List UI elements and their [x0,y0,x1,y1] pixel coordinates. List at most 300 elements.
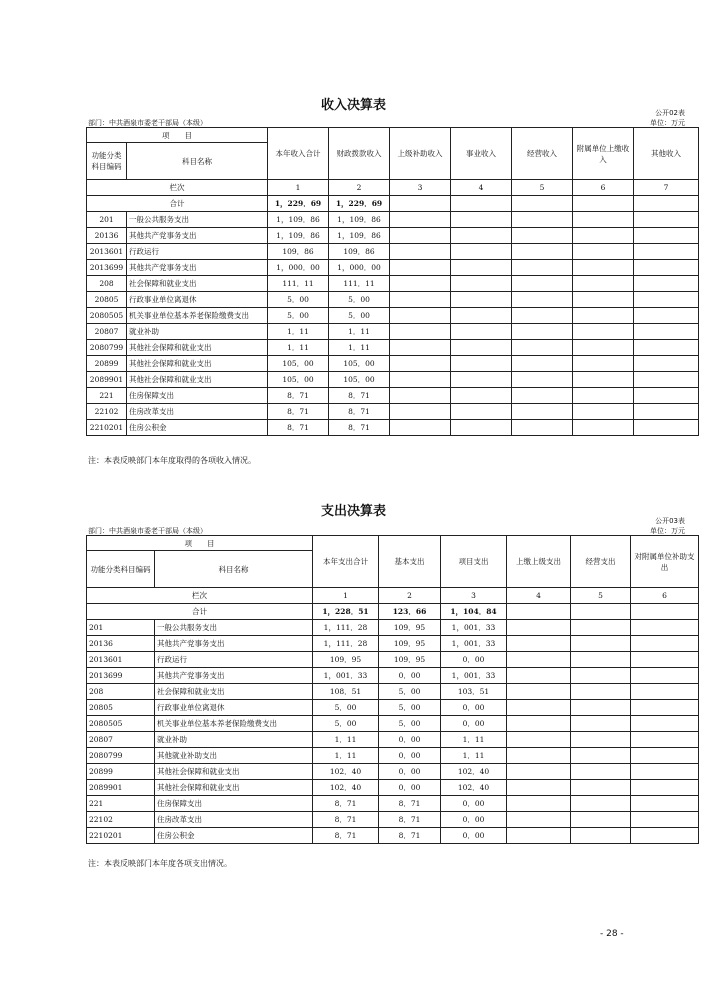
row-code: 2080505 [87,308,127,324]
row-empty [631,668,699,684]
row-total: 8．71 [313,828,379,844]
row-empty [631,796,699,812]
row-basic: 109．95 [379,652,441,668]
row-empty [507,796,571,812]
income-col-1: 本年收入合计 [268,128,329,180]
row-name: 其他社会保障和就业支出 [127,356,268,372]
income-total-label: 合计 [87,196,268,212]
income-table-code: 公开02表 [655,109,685,117]
income-total-2: 1，229．69 [329,196,390,212]
expense-col-2: 基本支出 [379,536,441,588]
expense-col-3: 项目支出 [441,536,507,588]
row-empty [512,356,573,372]
expense-dept: 部门：中共酒泉市委老干部局（本级） [88,527,207,535]
row-total: 108．51 [313,684,379,700]
row-empty [573,340,634,356]
row-name: 其他共产党事务支出 [155,636,313,652]
row-code: 201 [87,212,127,228]
expense-lanci-6: 6 [631,588,699,604]
row-empty [507,620,571,636]
expense-table [86,535,699,844]
row-project: 0．00 [441,716,507,732]
row-name: 住房改革支出 [155,812,313,828]
table-row [87,420,699,436]
row-empty [573,276,634,292]
expense-col-5: 经营支出 [571,536,631,588]
row-empty [512,308,573,324]
row-name: 住房公积金 [155,828,313,844]
row-empty [507,812,571,828]
row-empty [573,228,634,244]
row-basic: 0．00 [379,780,441,796]
row-empty [451,324,512,340]
income-col-6: 附属单位上缴收入 [573,128,634,180]
expense-lanci-5: 5 [571,588,631,604]
row-basic: 109．95 [379,620,441,636]
row-basic: 8．71 [379,796,441,812]
row-code: 2013601 [87,652,155,668]
row-total: 1．11 [268,340,329,356]
row-empty [573,404,634,420]
row-project: 1．11 [441,748,507,764]
row-code: 2089901 [87,780,155,796]
row-empty [451,244,512,260]
row-empty [573,372,634,388]
row-empty [390,260,451,276]
row-empty [573,324,634,340]
table-row [87,780,699,796]
row-name: 其他社会保障和就业支出 [127,372,268,388]
row-total: 5．00 [313,700,379,716]
row-empty [507,828,571,844]
row-empty [634,324,699,340]
table-row [87,796,699,812]
row-code: 22102 [87,404,127,420]
row-total: 109．86 [268,244,329,260]
row-code: 201 [87,620,155,636]
table-row [87,620,699,636]
expense-total-5 [571,604,631,620]
expense-total-label: 合计 [87,604,313,620]
row-total: 5．00 [313,716,379,732]
row-project: 0．00 [441,652,507,668]
row-code: 20807 [87,732,155,748]
row-empty [571,668,631,684]
row-empty [507,780,571,796]
expense-total-3: 1，104．84 [441,604,507,620]
table-row [87,636,699,652]
row-code: 20805 [87,700,155,716]
row-name: 其他共产党事务支出 [127,260,268,276]
row-empty [390,276,451,292]
row-empty [451,276,512,292]
table-row [87,684,699,700]
row-fiscal: 1．11 [329,324,390,340]
row-empty [512,244,573,260]
row-empty [451,308,512,324]
expense-table-code: 公开03表 [655,517,685,525]
row-empty [631,828,699,844]
row-fiscal: 5．00 [329,292,390,308]
row-total: 5．00 [268,292,329,308]
row-name: 行政事业单位离退休 [155,700,313,716]
table-row [87,764,699,780]
row-empty [573,420,634,436]
row-empty [390,388,451,404]
row-total: 1．11 [313,748,379,764]
row-empty [451,340,512,356]
row-empty [507,636,571,652]
row-name: 住房保障支出 [155,796,313,812]
row-empty [507,732,571,748]
row-empty [573,356,634,372]
row-project: 102．40 [441,764,507,780]
row-code: 22102 [87,812,155,828]
table-row [87,404,699,420]
row-code: 2080799 [87,748,155,764]
row-empty [390,420,451,436]
row-empty [390,324,451,340]
row-total: 8．71 [268,388,329,404]
income-total-4 [451,196,512,212]
row-total: 111．11 [268,276,329,292]
expense-lanci-4: 4 [507,588,571,604]
row-total: 8．71 [313,812,379,828]
row-fiscal: 1，109．86 [329,228,390,244]
row-empty [512,404,573,420]
row-fiscal: 1，109．86 [329,212,390,228]
row-fiscal: 5．00 [329,308,390,324]
row-empty [451,388,512,404]
row-code: 20807 [87,324,127,340]
expense-col-6: 对附属单位补助支出 [631,536,699,588]
row-empty [571,620,631,636]
row-code: 2210201 [87,828,155,844]
row-code: 221 [87,388,127,404]
row-total: 1，001．33 [313,668,379,684]
row-total: 102．40 [313,780,379,796]
row-basic: 5．00 [379,684,441,700]
row-project: 1，001．33 [441,620,507,636]
row-empty [390,228,451,244]
table-row [87,260,699,276]
row-code: 2013699 [87,668,155,684]
income-lanci-label: 栏次 [87,180,268,196]
expense-lanci-2: 2 [379,588,441,604]
row-total: 105．00 [268,356,329,372]
row-empty [512,292,573,308]
income-total-1: 1，229．69 [268,196,329,212]
page-number: - 28 - [600,929,624,939]
row-empty [512,324,573,340]
row-project: 1，001．33 [441,636,507,652]
row-code: 20805 [87,292,127,308]
row-name: 其他共产党事务支出 [155,668,313,684]
expense-col-4: 上缴上级支出 [507,536,571,588]
row-empty [507,748,571,764]
row-name: 就业补助 [155,732,313,748]
row-empty [390,340,451,356]
expense-lanci-label: 栏次 [87,588,313,604]
row-empty [634,308,699,324]
row-name: 住房保障支出 [127,388,268,404]
row-empty [451,420,512,436]
row-project: 103．51 [441,684,507,700]
row-fiscal: 8．71 [329,420,390,436]
row-empty [390,292,451,308]
row-empty [390,212,451,228]
table-row [87,308,699,324]
row-empty [451,404,512,420]
row-name: 一般公共服务支出 [155,620,313,636]
table-row [87,748,699,764]
row-code: 208 [87,276,127,292]
row-name: 就业补助 [127,324,268,340]
row-total: 1，109．86 [268,212,329,228]
table-row [87,716,699,732]
row-empty [634,372,699,388]
row-empty [573,212,634,228]
row-empty [512,420,573,436]
row-basic: 0．00 [379,764,441,780]
row-code: 2089901 [87,372,127,388]
row-code: 20136 [87,228,127,244]
income-col-4: 事业收入 [451,128,512,180]
row-empty [507,684,571,700]
income-lanci-3: 3 [390,180,451,196]
row-name: 行政运行 [155,652,313,668]
row-empty [451,356,512,372]
table-row [87,812,699,828]
row-empty [631,812,699,828]
row-fiscal: 111．11 [329,276,390,292]
row-name: 住房公积金 [127,420,268,436]
table-row [87,732,699,748]
row-empty [571,732,631,748]
income-col-2: 财政拨款收入 [329,128,390,180]
row-total: 5．00 [268,308,329,324]
row-total: 1，111．28 [313,636,379,652]
row-empty [631,716,699,732]
row-empty [631,748,699,764]
row-name: 一般公共服务支出 [127,212,268,228]
row-empty [507,652,571,668]
row-empty [631,732,699,748]
row-empty [390,372,451,388]
expense-total-2: 123．66 [379,604,441,620]
row-empty [512,340,573,356]
table-row [87,228,699,244]
row-total: 1．11 [313,732,379,748]
row-code: 2013601 [87,244,127,260]
row-empty [451,228,512,244]
income-title: 收入决算表 [320,98,386,113]
row-empty [451,292,512,308]
row-name: 其他社会保障和就业支出 [127,340,268,356]
row-empty [390,356,451,372]
row-empty [631,636,699,652]
row-empty [512,388,573,404]
expense-lanci-3: 3 [441,588,507,604]
expense-header-item: 项 目 [87,536,313,551]
row-code: 208 [87,684,155,700]
expense-total-4 [507,604,571,620]
expense-note: 注：本表反映部门本年度各项支出情况。 [88,859,232,868]
row-empty [512,228,573,244]
income-header-code: 功能分类科目编码 [87,143,127,180]
row-empty [571,684,631,700]
expense-total-1: 1，228．51 [313,604,379,620]
row-empty [573,388,634,404]
row-total: 8．71 [268,420,329,436]
row-project: 0．00 [441,828,507,844]
row-empty [451,212,512,228]
row-total: 105．00 [268,372,329,388]
row-name: 其他社会保障和就业支出 [155,780,313,796]
income-col-5: 经营收入 [512,128,573,180]
income-total-7 [634,196,699,212]
income-header-item: 项 目 [87,128,268,143]
row-code: 2080799 [87,340,127,356]
expense-header-code: 功能分类科目编码 [87,551,155,588]
row-basic: 0．00 [379,748,441,764]
table-row [87,652,699,668]
row-empty [512,276,573,292]
row-project: 1．11 [441,732,507,748]
expense-lanci-1: 1 [313,588,379,604]
row-empty [573,244,634,260]
income-note: 注：本表反映部门本年度取得的各项收入情况。 [88,456,256,465]
table-row [87,340,699,356]
row-empty [571,748,631,764]
row-project: 0．00 [441,796,507,812]
row-empty [634,420,699,436]
row-empty [573,260,634,276]
row-empty [634,292,699,308]
row-basic: 5．00 [379,700,441,716]
income-header-name: 科目名称 [127,143,268,180]
row-code: 2013699 [87,260,127,276]
row-name: 行政运行 [127,244,268,260]
row-name: 其他共产党事务支出 [127,228,268,244]
row-empty [634,276,699,292]
income-table [86,127,699,436]
income-col-3: 上级补助收入 [390,128,451,180]
row-project: 0．00 [441,812,507,828]
table-row [87,244,699,260]
income-col-7: 其他收入 [634,128,699,180]
expense-col-1: 本年支出合计 [313,536,379,588]
row-basic: 109．95 [379,636,441,652]
row-code: 20899 [87,764,155,780]
row-name: 行政事业单位离退休 [127,292,268,308]
row-code: 20899 [87,356,127,372]
row-name: 机关事业单位基本养老保险缴费支出 [127,308,268,324]
row-basic: 8．71 [379,828,441,844]
row-fiscal: 8．71 [329,404,390,420]
income-lanci-5: 5 [512,180,573,196]
row-project: 1，001．33 [441,668,507,684]
row-empty [634,356,699,372]
expense-title: 支出决算表 [320,504,386,519]
row-basic: 5．00 [379,716,441,732]
row-name: 住房改革支出 [127,404,268,420]
row-fiscal: 1，000．00 [329,260,390,276]
table-row [87,276,699,292]
row-fiscal: 8．71 [329,388,390,404]
row-empty [631,780,699,796]
income-lanci-4: 4 [451,180,512,196]
row-empty [507,700,571,716]
row-fiscal: 105．00 [329,356,390,372]
income-dept: 部门：中共酒泉市委老干部局（本级） [88,119,207,127]
row-empty [507,668,571,684]
table-row [87,828,699,844]
row-name: 社会保障和就业支出 [127,276,268,292]
row-total: 1，109．86 [268,228,329,244]
row-empty [634,404,699,420]
row-empty [631,700,699,716]
row-total: 1，111．28 [313,620,379,636]
row-empty [571,828,631,844]
row-name: 机关事业单位基本养老保险缴费支出 [155,716,313,732]
row-empty [634,340,699,356]
row-empty [631,764,699,780]
row-empty [571,716,631,732]
income-lanci-7: 7 [634,180,699,196]
row-basic: 0．00 [379,732,441,748]
income-lanci-1: 1 [268,180,329,196]
row-project: 0．00 [441,700,507,716]
row-empty [631,652,699,668]
table-row [87,292,699,308]
row-empty [507,764,571,780]
table-row [87,356,699,372]
row-name: 社会保障和就业支出 [155,684,313,700]
row-empty [390,404,451,420]
row-code: 20136 [87,636,155,652]
row-empty [573,308,634,324]
income-total-3 [390,196,451,212]
table-row [87,324,699,340]
row-empty [512,372,573,388]
row-code: 2080505 [87,716,155,732]
expense-header-name: 科目名称 [155,551,313,588]
income-unit: 单位：万元 [650,119,685,127]
row-empty [571,652,631,668]
table-row [87,372,699,388]
table-row [87,388,699,404]
row-basic: 0．00 [379,668,441,684]
row-empty [512,260,573,276]
row-total: 1，000．00 [268,260,329,276]
income-lanci-6: 6 [573,180,634,196]
row-code: 2210201 [87,420,127,436]
income-lanci-2: 2 [329,180,390,196]
row-name: 其他社会保障和就业支出 [155,764,313,780]
row-project: 102．40 [441,780,507,796]
row-empty [451,260,512,276]
income-total-6 [573,196,634,212]
row-total: 102．40 [313,764,379,780]
table-row [87,668,699,684]
row-empty [634,244,699,260]
row-empty [571,796,631,812]
row-empty [507,716,571,732]
row-empty [634,228,699,244]
row-code: 221 [87,796,155,812]
table-row [87,212,699,228]
